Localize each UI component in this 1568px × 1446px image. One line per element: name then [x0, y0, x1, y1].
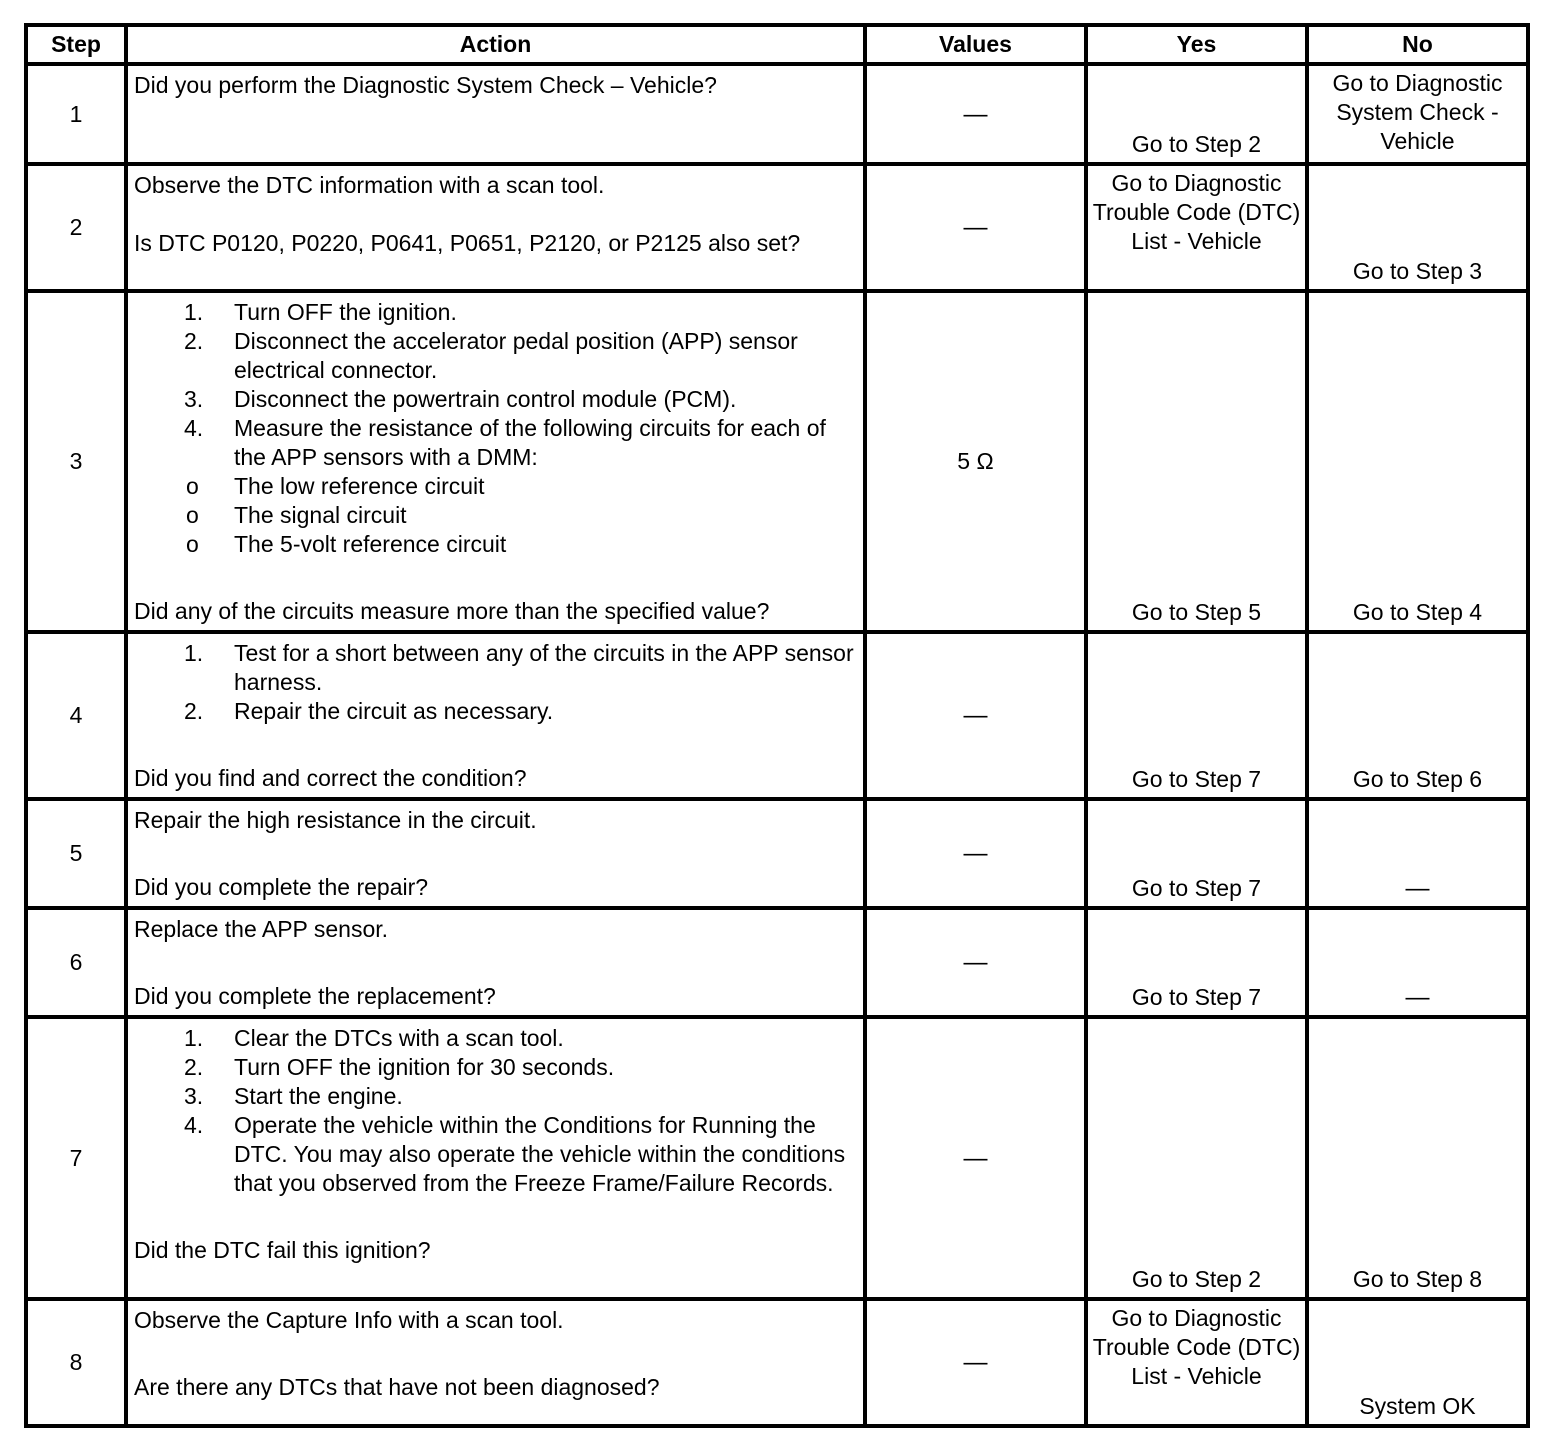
value-cell: 5 Ω: [865, 291, 1086, 632]
table-row: [26, 291, 1528, 632]
bullet-icon: o: [186, 502, 199, 528]
list-number: 4.: [184, 415, 204, 441]
action-question: Did you complete the replacement?: [134, 983, 496, 1009]
step-list: [134, 1024, 857, 1198]
step-number: 6: [26, 908, 126, 1017]
yes-cell: Go to Diagnostic Trouble Code (DTC) List - Vehicle: [1086, 1299, 1307, 1426]
list-item: [134, 1082, 857, 1111]
bullet-icon: o: [186, 531, 199, 557]
action-cell: [126, 164, 865, 291]
list-number: 2.: [184, 698, 204, 724]
sub-list-item: [134, 501, 857, 530]
action-cell: [126, 1299, 865, 1426]
action-question: Did you complete the repair?: [134, 874, 429, 900]
step-number: 2: [26, 164, 126, 291]
list-item: [134, 327, 857, 385]
table-row: [26, 164, 1528, 291]
value-cell: —: [865, 164, 1086, 291]
table-row: [26, 64, 1528, 164]
yes-cell: Go to Step 2: [1086, 64, 1307, 164]
sub-list-item: [134, 472, 857, 501]
list-number: 1.: [184, 640, 204, 666]
list-text: Repair the circuit as necessary.: [234, 698, 554, 724]
action-cell: [126, 291, 865, 632]
no-cell: Go to Step 3: [1307, 164, 1528, 291]
no-cell: System OK: [1307, 1299, 1528, 1426]
list-text: Turn OFF the ignition.: [234, 299, 457, 325]
list-item: [134, 1024, 857, 1053]
table-row: [26, 632, 1528, 799]
step-number: 4: [26, 632, 126, 799]
yes-cell: Go to Step 7: [1086, 632, 1307, 799]
action-text: Observe the DTC information with a scan tool.: [134, 172, 605, 198]
table-row: [26, 1017, 1528, 1299]
no-cell: —: [1307, 799, 1528, 908]
action-cell: [126, 799, 865, 908]
diagnostic-table: [24, 23, 1530, 1428]
list-number: 3.: [184, 386, 204, 412]
yes-cell: Go to Step 5: [1086, 291, 1307, 632]
no-cell: Go to Diagnostic System Check - Vehicle: [1307, 64, 1528, 164]
list-text: Turn OFF the ignition for 30 seconds.: [234, 1054, 615, 1080]
action-text: Observe the Capture Info with a scan tool.: [134, 1307, 564, 1333]
step-list: [134, 298, 857, 472]
yes-cell: Go to Diagnostic Trouble Code (DTC) List - Vehicle: [1086, 164, 1307, 291]
header-step: Step: [26, 25, 126, 64]
value-cell: —: [865, 799, 1086, 908]
yes-cell: Go to Step 2: [1086, 1017, 1307, 1299]
yes-cell: Go to Step 7: [1086, 908, 1307, 1017]
header-values: Values: [865, 25, 1086, 64]
list-number: 2.: [184, 328, 204, 354]
action-cell: [126, 64, 865, 164]
sub-list-text: The signal circuit: [234, 502, 407, 528]
action-cell: [126, 908, 865, 1017]
list-item: [134, 697, 857, 726]
list-item: [134, 298, 857, 327]
no-cell: Go to Step 6: [1307, 632, 1528, 799]
action-question: Are there any DTCs that have not been diagnosed?: [134, 1374, 660, 1400]
sub-list-text: The 5-volt reference circuit: [234, 531, 507, 557]
list-text: Disconnect the powertrain control module (PCM).: [234, 386, 737, 412]
table-row: [26, 908, 1528, 1017]
step-number: 1: [26, 64, 126, 164]
action-question: Did you find and correct the condition?: [134, 765, 527, 791]
header-row: [26, 25, 1528, 64]
step-number: 3: [26, 291, 126, 632]
table-row: [26, 799, 1528, 908]
header-no: No: [1307, 25, 1528, 64]
list-item: [134, 1111, 857, 1198]
sub-list-text: The low reference circuit: [234, 473, 485, 499]
no-cell: Go to Step 4: [1307, 291, 1528, 632]
step-list: [134, 639, 857, 726]
list-item: [134, 385, 857, 414]
list-number: 1.: [184, 1025, 204, 1051]
no-cell: —: [1307, 908, 1528, 1017]
action-question: Is DTC P0120, P0220, P0641, P0651, P2120, or P2125 also set?: [134, 230, 801, 256]
step-number: 8: [26, 1299, 126, 1426]
value-cell: —: [865, 64, 1086, 164]
action-question: Did any of the circuits measure more than the specified value?: [134, 598, 770, 624]
step-number: 5: [26, 799, 126, 908]
list-item: [134, 414, 857, 472]
step-number: 7: [26, 1017, 126, 1299]
sub-list-item: [134, 530, 857, 559]
list-number: 1.: [184, 299, 204, 325]
sub-list: [134, 472, 857, 559]
list-text: Start the engine.: [234, 1083, 403, 1109]
value-cell: —: [865, 632, 1086, 799]
action-text: Replace the APP sensor.: [134, 916, 389, 942]
list-item: [134, 639, 857, 697]
action-cell: [126, 1017, 865, 1299]
list-text: Clear the DTCs with a scan tool.: [234, 1025, 564, 1051]
list-text: Operate the vehicle within the Conditions for Running the DTC. You may also operate the vehicle within the conditions that you observed from the Freeze Frame/Failure Records.: [234, 1112, 846, 1196]
action-text: Did you perform the Diagnostic System Check – Vehicle?: [134, 72, 717, 98]
list-number: 3.: [184, 1083, 204, 1109]
header-action: Action: [126, 25, 865, 64]
value-cell: —: [865, 1017, 1086, 1299]
table-row: [26, 1299, 1528, 1426]
yes-cell: Go to Step 7: [1086, 799, 1307, 908]
list-text: Measure the resistance of the following circuits for each of the APP sensors with a DMM:: [234, 415, 826, 470]
value-cell: —: [865, 908, 1086, 1017]
list-number: 2.: [184, 1054, 204, 1080]
action-text: Repair the high resistance in the circuit.: [134, 807, 537, 833]
list-item: [134, 1053, 857, 1082]
value-cell: —: [865, 1299, 1086, 1426]
action-question: Did the DTC fail this ignition?: [134, 1237, 431, 1263]
action-cell: [126, 632, 865, 799]
list-text: Disconnect the accelerator pedal position (APP) sensor electrical connector.: [234, 328, 798, 383]
list-number: 4.: [184, 1112, 204, 1138]
bullet-icon: o: [186, 473, 199, 499]
header-yes: Yes: [1086, 25, 1307, 64]
list-text: Test for a short between any of the circuits in the APP sensor harness.: [234, 640, 854, 695]
no-cell: Go to Step 8: [1307, 1017, 1528, 1299]
